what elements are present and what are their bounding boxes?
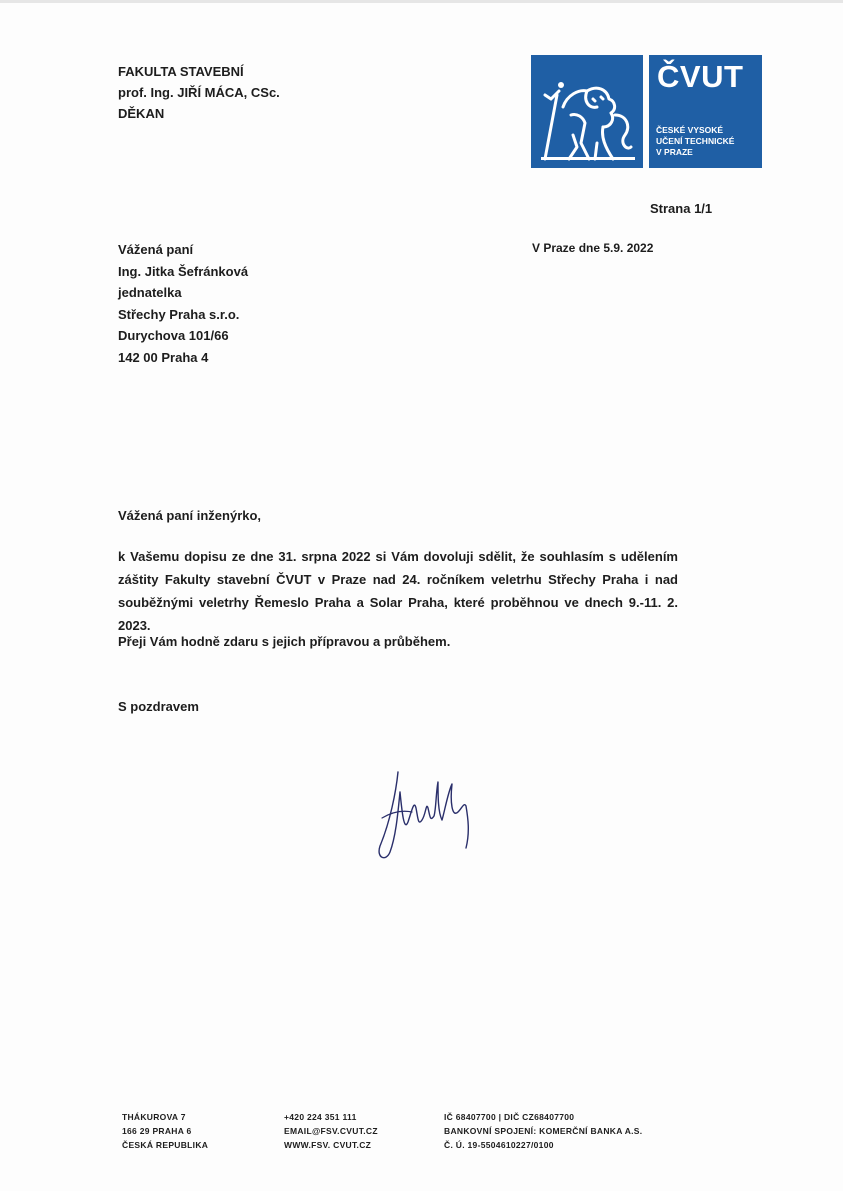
- footer-address: [122, 1110, 208, 1152]
- logo-university-name: [656, 125, 734, 158]
- footer-ids: IČ 68407700 | DIČ CZ68407700: [444, 1112, 575, 1122]
- sender-block: [118, 61, 280, 124]
- addressee-block: [118, 239, 248, 368]
- addressee-position: jednatelka: [118, 285, 182, 300]
- logo-line-1: ČESKÉ VYSOKÉ: [656, 125, 724, 135]
- footer-email: EMAIL@FSV.CVUT.CZ: [284, 1126, 378, 1136]
- letter-salutation: Vážená paní inženýrko,: [118, 508, 262, 523]
- footer-bank: [444, 1110, 642, 1152]
- letter-wish: Přeji Vám hodně zdaru s jejich přípravou a průběhem.: [118, 634, 451, 649]
- handwritten-signature: [368, 762, 498, 877]
- letter-date: V Praze dne 5.9. 2022: [532, 241, 654, 255]
- footer-address-line: 166 29 PRAHA 6: [122, 1126, 192, 1136]
- logo-line-2: UČENÍ TECHNICKÉ: [656, 136, 735, 146]
- footer-phone: +420 224 351 111: [284, 1112, 357, 1122]
- footer-address-line: THÁKUROVA 7: [122, 1112, 186, 1122]
- logo-text-panel: [649, 55, 762, 168]
- addressee-street: Durychova 101/66: [118, 328, 229, 343]
- page-number: Strana 1/1: [650, 201, 713, 216]
- scan-edge: [0, 0, 843, 3]
- addressee-greeting: Vážená paní: [118, 242, 194, 257]
- addressee-name: Ing. Jitka Šefránková: [118, 263, 249, 279]
- letter-body: k Vašemu dopisu ze dne 31. srpna 2022 si Vám dovoluji sdělit, že souhlasím s udělením záštity Fakulty stavební ČVUT v Praze nad 24. ročníkem veletrhu Střechy Praha i nad souběžnými veletrhy Řemeslo Praha a Solar Praha, které proběhnou ve dnech 9.-11. 2. 2023.: [118, 549, 678, 633]
- sender-faculty: FAKULTA STAVEBNÍ: [118, 64, 244, 79]
- logo-line-3: V PRAZE: [656, 147, 693, 157]
- sender-role: DĚKAN: [118, 106, 165, 121]
- letter-closing: S pozdravem: [118, 699, 199, 714]
- footer-contact: [284, 1110, 378, 1152]
- footer-web: WWW.FSV. CVUT.CZ: [284, 1140, 372, 1150]
- sender-name: prof. Ing. JIŘÍ MÁCA, CSc.: [118, 85, 280, 100]
- footer-bank-name: BANKOVNÍ SPOJENÍ: KOMERČNÍ BANKA A.S.: [444, 1126, 643, 1136]
- addressee-city: 142 00 Praha 4: [118, 349, 209, 365]
- addressee-company: Střechy Praha s.r.o.: [118, 306, 240, 322]
- cvut-logo: [531, 55, 762, 168]
- lion-emblem-icon: [531, 55, 643, 168]
- footer-address-line: ČESKÁ REPUBLIKA: [122, 1140, 209, 1150]
- footer-account: Č. Ú. 19-5504610227/0100: [444, 1140, 554, 1150]
- logo-abbreviation: ČVUT: [657, 59, 744, 94]
